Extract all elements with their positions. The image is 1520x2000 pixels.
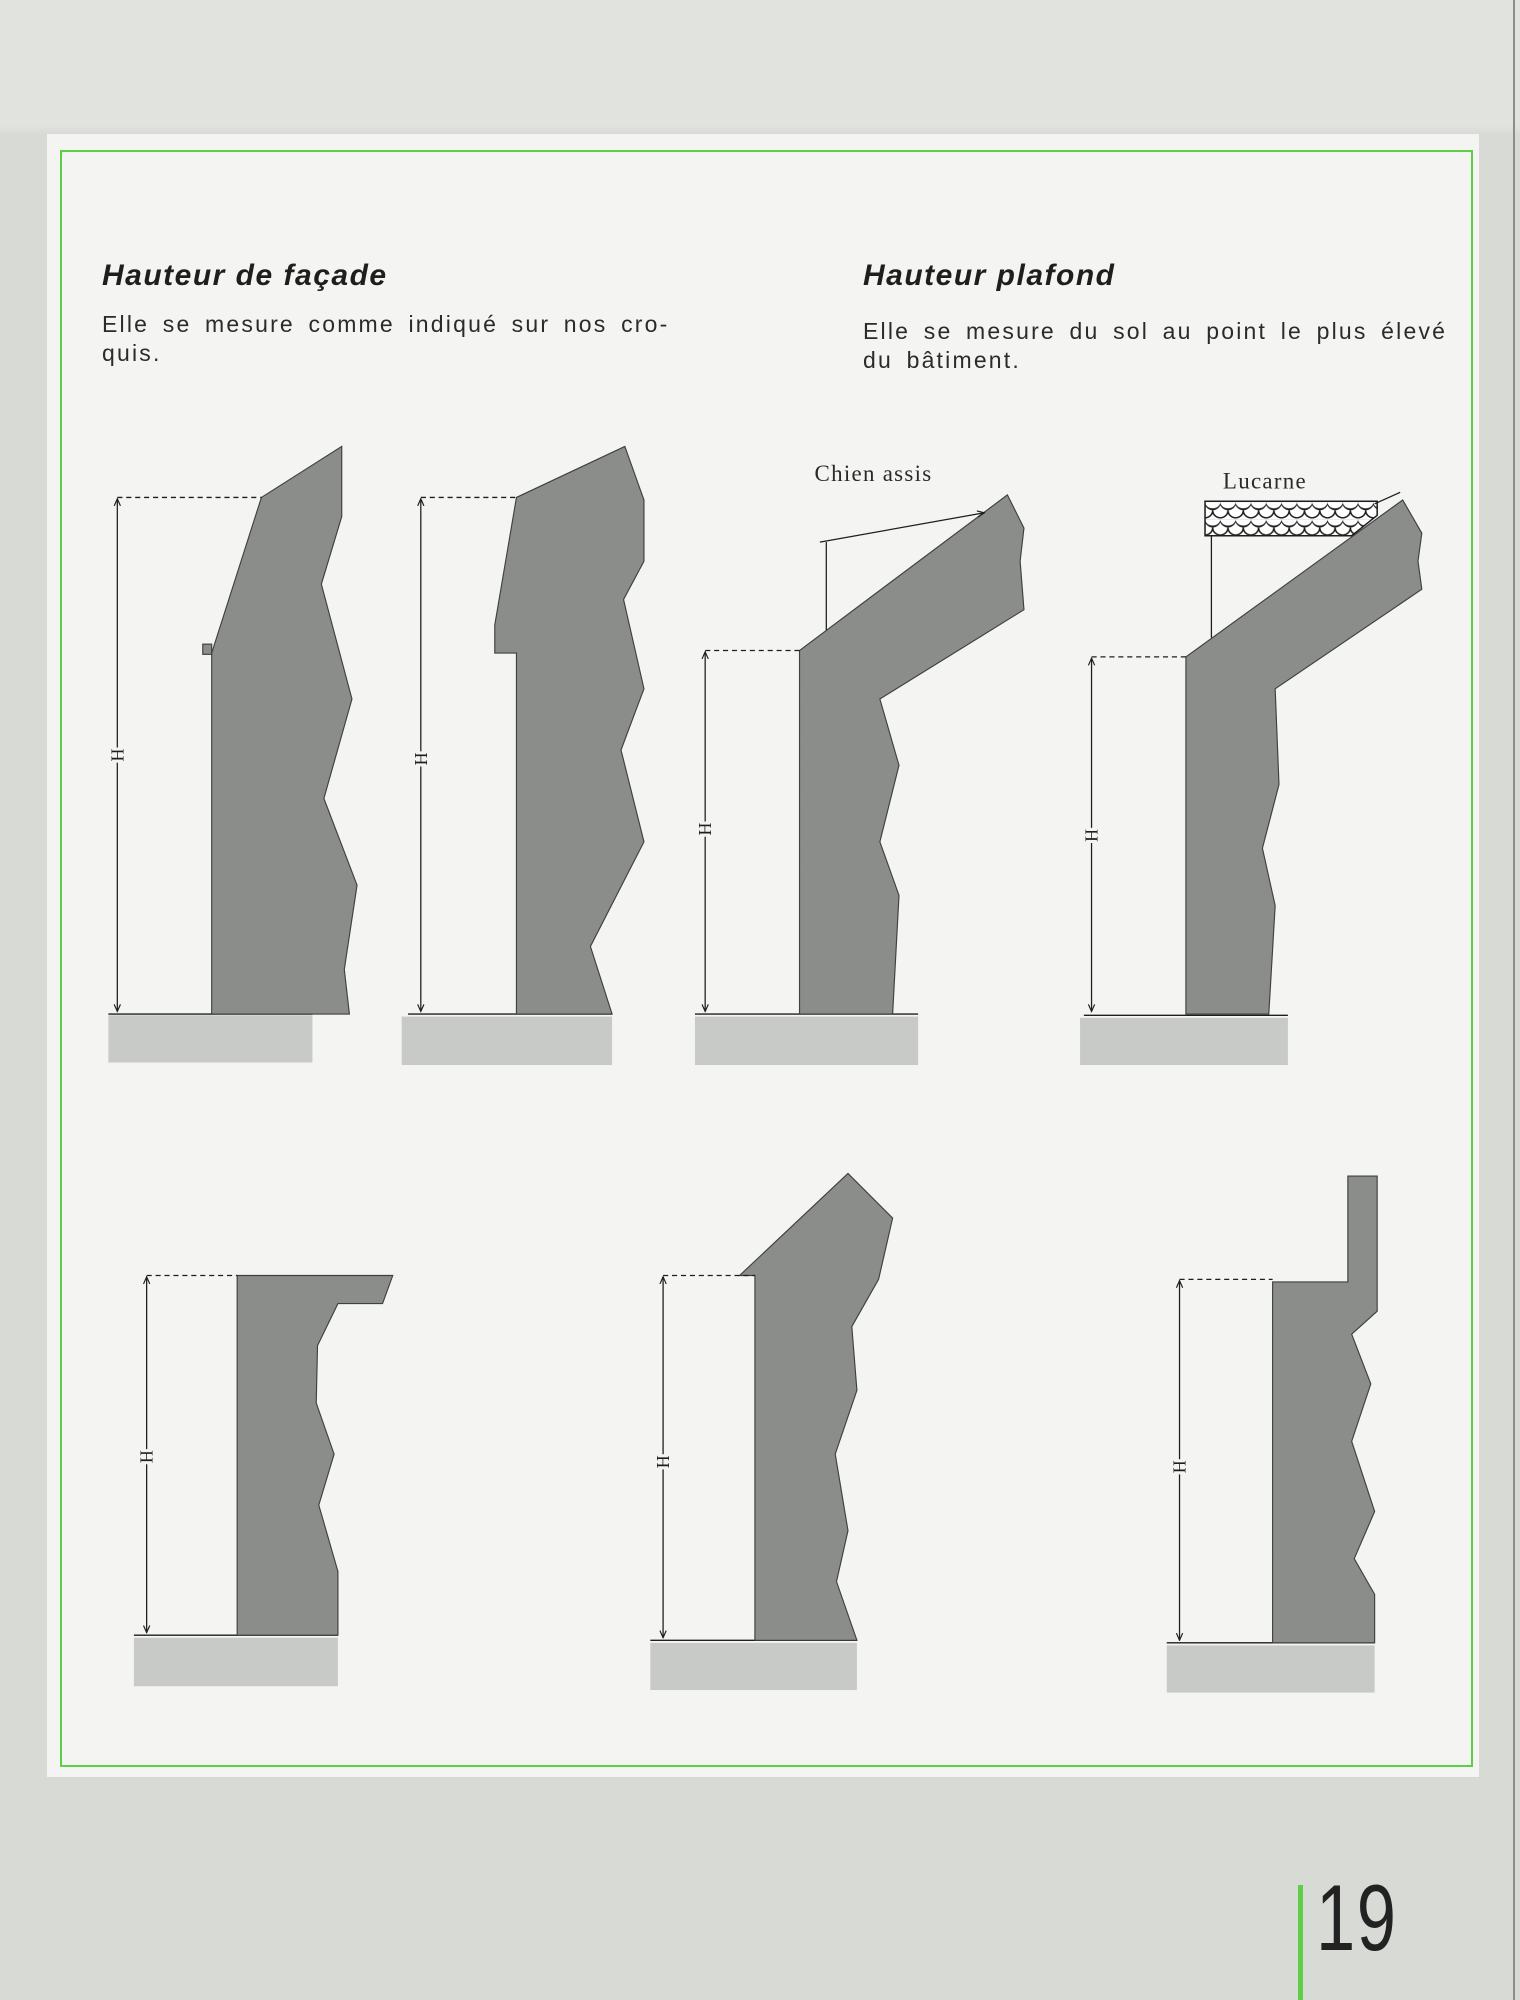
height-label: H <box>653 1455 674 1469</box>
height-label: H <box>695 822 716 836</box>
lucarne-tiles <box>1205 501 1377 535</box>
building-section <box>1273 1176 1378 1643</box>
building-section <box>495 446 644 1014</box>
ground <box>402 1017 612 1065</box>
diagram-parapet <box>1167 1176 1377 1693</box>
label-lucarne: Lucarne <box>1222 468 1307 494</box>
ground <box>108 1015 312 1062</box>
ground <box>1080 1018 1288 1065</box>
diagram-facade-cornice <box>402 446 644 1065</box>
label-chien-assis: Chien assis <box>814 460 933 486</box>
building-section <box>800 495 1024 1014</box>
building-section <box>237 1276 393 1636</box>
page-number: 19 <box>1316 1865 1398 1970</box>
building-section <box>1186 500 1422 1014</box>
ground <box>134 1638 338 1686</box>
diagram-facade-mansard <box>107 446 357 1062</box>
ground <box>650 1643 857 1690</box>
ground <box>695 1017 918 1065</box>
text-hauteur-facade: Elle se mesure comme indiqué sur nos cro- quis. <box>102 311 670 366</box>
building-section <box>212 446 357 1014</box>
lucarne-roof-line <box>1375 492 1401 503</box>
height-label: H <box>136 1450 157 1464</box>
diagram-sloped-roof <box>650 1173 892 1690</box>
height-label: H <box>410 752 431 766</box>
heading-hauteur-plafond: Hauteur plafond <box>863 259 1116 292</box>
text-hauteur-plafond: Elle se mesure du sol au point le plus élevé du bâtiment. <box>863 318 1448 373</box>
diagram-lucarne <box>1080 469 1422 1066</box>
building-section <box>740 1173 893 1640</box>
heading-hauteur-facade: Hauteur de façade <box>102 259 388 292</box>
diagram-flat-roof <box>134 1276 393 1687</box>
gutter <box>203 644 212 654</box>
height-label: H <box>1081 829 1102 842</box>
diagram-chien-assis <box>695 461 1024 1065</box>
height-label: H <box>107 748 128 762</box>
page-number-bar <box>1298 1885 1303 2000</box>
height-label: H <box>1169 1460 1190 1474</box>
ground <box>1167 1645 1375 1692</box>
